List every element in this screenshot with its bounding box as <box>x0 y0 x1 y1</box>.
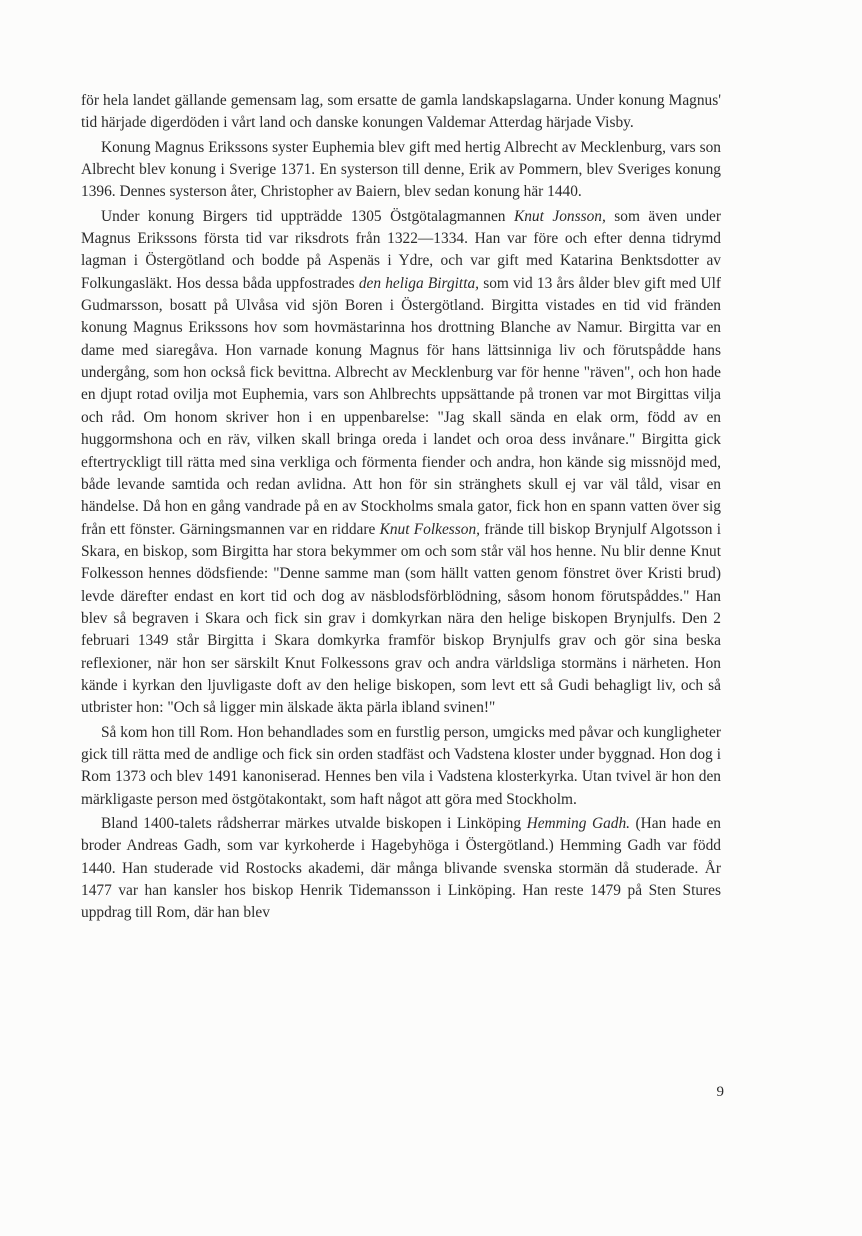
text-run: Bland 1400-talets rådsherrar märkes utvalde biskopen i Linköping <box>101 815 527 832</box>
italic-name: den heliga Birgitta, <box>358 274 480 292</box>
text-run: som vid 13 års ålder blev gift med Ulf Gudmarsson, bosatt på Ulvåsa vid sjön Boren i Östergötland. Birgitta vistades en tid vid fränden konung Magnus Erikssons hov som hovmästarinna hos drottning Blanche av Namur. Birgitta var en dame med siaregåva. Hon varnade konung Magnus för hans lättsinniga liv och förutspådde hans undergång, som hon också fick bevittna. Albrecht av Mecklenburg var för henne "räven", och hon hade en djupt rotad ovilja mot Euphemia, vars son Ahlbrechts uppsättande på tronen var mot Birgittas vilja och råd. Om honom skriver hon i en uppenbarelse: "Jag skall sända en elak orm, född av en huggormshona och en räv, vilken skall bringa oreda i landet och oroa dess invånare." Birgitta gick eftertryckligt till rätta med sina verkliga och förmenta fiender och andra, hon kände sig missnöjd med, både levande samtida och redan avlidna. Att hon för sin stränghets skull ej var väl tåld, visar en händelse. Då hon en gång vandrade på en av Stockholms smala gator, fick hon en spann vatten över sig från ett fönster. Gärningsmannen var en riddare <box>81 274 721 538</box>
paragraph <box>81 90 721 135</box>
text-run: för hela landet gällande gemensam lag, som ersatte de gamla landskapslagarna. Under konung Magnus' tid härjade digerdöden i vårt land och danske konungen Valdemar Atterdag härjade Visby. <box>81 92 721 132</box>
italic-name: Knut Jonsson, <box>513 207 606 225</box>
text-run: Konung Magnus Erikssons syster Euphemia blev gift med hertig Albrecht av Mecklenburg, vars son Albrecht blev konung i Sverige 1371. En systerson till denne, Erik av Pommern, blev Sveriges konung 1396. Dennes systerson åter, Christopher av Baiern, blev sedan konung här 1440. <box>81 138 721 201</box>
page-number: 9 <box>716 1084 724 1100</box>
text-run: Under konung Birgers tid uppträdde 1305 Östgötalagmannen <box>101 207 514 225</box>
paragraph <box>81 206 721 720</box>
body-text <box>81 90 721 925</box>
paragraph <box>81 722 721 811</box>
italic-name: Hemming Gadh. <box>526 815 631 832</box>
text-run: Så kom hon till Rom. Hon behandlades som en furstlig person, umgicks med påvar och kungligheter gick till rätta med de andlige och fick sin orden stadfäst och Vadstena kloster under byggnad. Hon dog i Rom 1373 och blev 1491 kanoniserad. Hennes ben vila i Vadstena klosterkyrka. Utan tvivel är hon den märkligaste person med östgötakontakt, som haft något att göra med Stockholm. <box>81 723 721 808</box>
italic-name: Knut Folkesson, <box>379 520 481 538</box>
text-run: (Han hade en broder Andreas Gadh, som var kyrkoherde i Hagebyhöga i Östergötland.) Hemming Gadh var född 1440. Han studerade vid Rostocks akademi, där många blivande svenska stormän då studerade. År 1477 var han kansler hos biskop Henrik Tidemansson i Linköping. Han reste 1479 på Sten Stures uppdrag till Rom, där han blev <box>81 815 721 922</box>
text-run: som även under Magnus Erikssons första tid var riksdrots från 1322—1334. Han var före och efter denna tidrymd lagman i Östergötland och bodde på Aspenäs i Ydre, och var gift med Katarina Benktsdotter av Folkungasläkt. Hos dessa båda uppfostrades <box>81 207 722 292</box>
text-run: frände till biskop Brynjulf Algotsson i Skara, en biskop, som Birgitta har stora bekymmer om och som står väl hos henne. Nu blir denne Knut Folkesson hennes dödsfiende: "Denne samme man (som hällt vatten genom fönstret över Kristi brud) levde därefter endast en kort tid och dog av näsblodsförblödning, såsom honom förutspåddes." Han blev så begraven i Skara och fick sin grav i domkyrkan nära den helige biskopen Brynjulfs. Den 2 februari 1349 står Birgitta i Skara domkyrka framför biskop Brynjulfs grav och gör sina beska reflexioner, när hon ser särskilt Knut Folkessons grav och andra världsliga stormäns i närheten. Hon kände i kyrkan den ljuvligaste doft av den helige biskopen, som levt ett så Gudi behagligt liv, och så utbrister hon: "Och så ligger min älskade äkta pärla ibland svinen!" <box>81 520 721 717</box>
paragraph <box>81 813 721 925</box>
paragraph <box>81 137 721 204</box>
